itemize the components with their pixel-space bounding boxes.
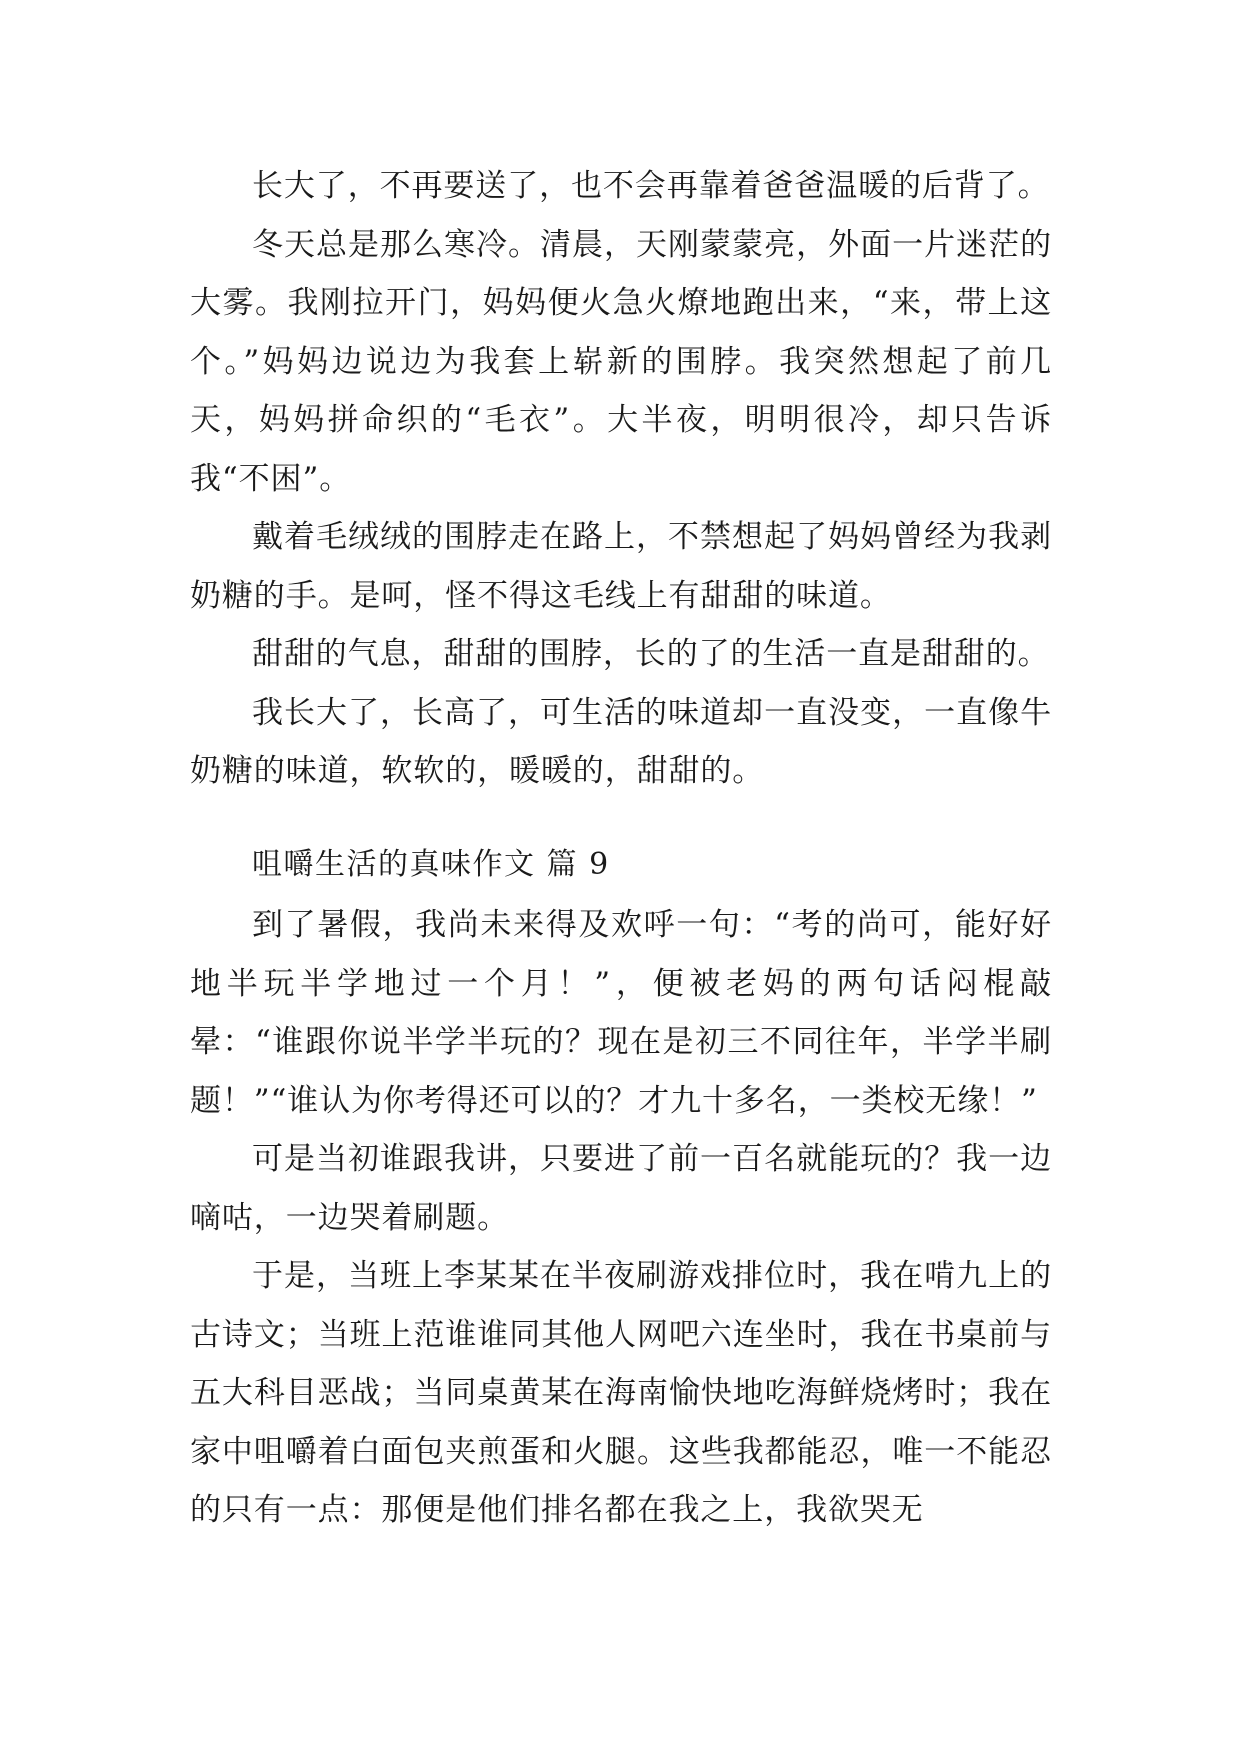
paragraph: 于是，当班上李某某在半夜刷游戏排位时，我在啃九上的古诗文；当班上范谁谁同其他人网吧六连坐时，我在书桌前与五大科目恶战；当同桌黄某在海南愉快地吃海鲜烧烤时；我在家中咀嚼着白面包夹煎蛋和火腿。这些我都能忍，唯一不能忍的只有一点：那便是他们排名都在我之上，我欲哭无 (190, 1258, 1052, 1528)
essay-section-one (190, 157, 1052, 801)
paragraph: 到了暑假，我尚未来得及欢呼一句：“考的尚可，能好好地半玩半学地过一个月！”，便被老妈的两句话闷棍敲晕：“谁跟你说半学半玩的？现在是初三不同往年，半学半刷题！”“谁认为你考得还可以的？才九十多名，一类校无缘！” (190, 907, 1052, 1119)
paragraph: 冬天总是那么寒冷。清晨，天刚蒙蒙亮，外面一片迷茫的大雾。我刚拉开门，妈妈便火急火燎地跑出来，“来，带上这个。”妈妈边说边为我套上崭新的围脖。我突然想起了前几天，妈妈拼命织的“毛衣”。大半夜，明明很冷，却只告诉我“不困”。 (190, 226, 1052, 497)
essay-section-two (190, 896, 1052, 1540)
paragraph: 甜甜的气息，甜甜的围脖，长的了的生活一直是甜甜的。 (252, 636, 1050, 672)
section-heading: 咀嚼生活的真味作文 篇 9 (252, 847, 610, 882)
paragraph: 戴着毛绒绒的围脖走在路上，不禁想起了妈妈曾经为我剥奶糖的手。是呵，怪不得这毛线上有甜甜的味道。 (190, 519, 1052, 614)
paragraph: 长大了，不再要送了，也不会再靠着爸爸温暖的后背了。 (252, 168, 1050, 204)
paragraph: 可是当初谁跟我讲，只要进了前一百名就能玩的？我一边嘀咕，一边哭着刷题。 (190, 1141, 1052, 1236)
paragraph: 我长大了，长高了，可生活的味道却一直没变，一直像牛奶糖的味道，软软的，暖暖的，甜甜的。 (190, 694, 1052, 789)
